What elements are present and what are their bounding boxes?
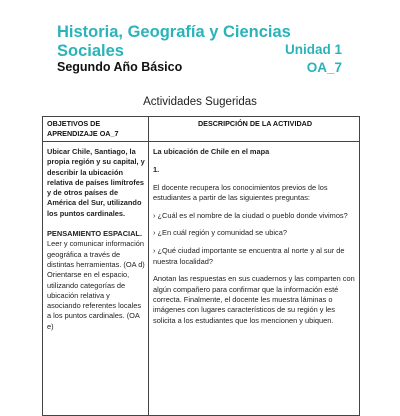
- section-title: Actividades Sugeridas: [143, 96, 257, 108]
- unit-label: Unidad 1: [284, 42, 342, 57]
- column-divider: [148, 117, 149, 415]
- skill-block: [47, 229, 145, 332]
- question-item: › ¿En cuál región y comunidad se ubica?: [153, 228, 287, 238]
- header-divider: [43, 141, 359, 142]
- activity-intro: El docente recupera los conocimientos previos de los estudiantes a partir de las siguientes preguntas:: [153, 182, 328, 202]
- objectives-column: [47, 147, 145, 342]
- question-item: › ¿Qué ciudad importante se encuentra al norte y al sur de nuestra localidad?: [153, 246, 345, 266]
- learning-objective: Ubicar Chile, Santiago, la propia región y su capital, y describir la ubicación relativa de países limítrofes y de otros países de América del Sur, utilizando los puntos cardinales.: [47, 147, 145, 218]
- objectives-header: OBJETIVOS DE APRENDIZAJE OA_7: [47, 119, 119, 138]
- objective-code: OA_7: [306, 60, 342, 75]
- subject-title: Historia, Geografía y Ciencias Sociales: [57, 23, 291, 60]
- skill-text: Leer y comunicar información geográfica a través de distintas herramientas. (OA d) Orientarse en el espacio, utilizando categorías de ubicación relativa y asociando referentes locales a los puntos cardinales. (OA e): [47, 239, 145, 331]
- activity-closing: Anotan las respuestas en sus cuadernos y las comparten con algún compañero para confirmar que la información esté correcta. Finalmente, el docente les muestra láminas o imágenes con lugares característicos de su región y les solicita a los estudiantes que los mencionen y ubiquen.: [153, 274, 355, 325]
- activity-description-header: DESCRIPCIÓN DE LA ACTIVIDAD: [197, 119, 313, 128]
- grade-label: Segundo Año Básico: [57, 60, 183, 74]
- question-item: › ¿Cuál es el nombre de la ciudad o pueblo donde vivimos?: [153, 210, 348, 220]
- skill-title: PENSAMIENTO ESPACIAL.: [47, 229, 142, 239]
- activity-title: La ubicación de Chile en el mapa: [153, 147, 270, 156]
- description-column: [153, 147, 357, 333]
- activities-table: [42, 116, 360, 416]
- step-number: 1.: [153, 164, 160, 174]
